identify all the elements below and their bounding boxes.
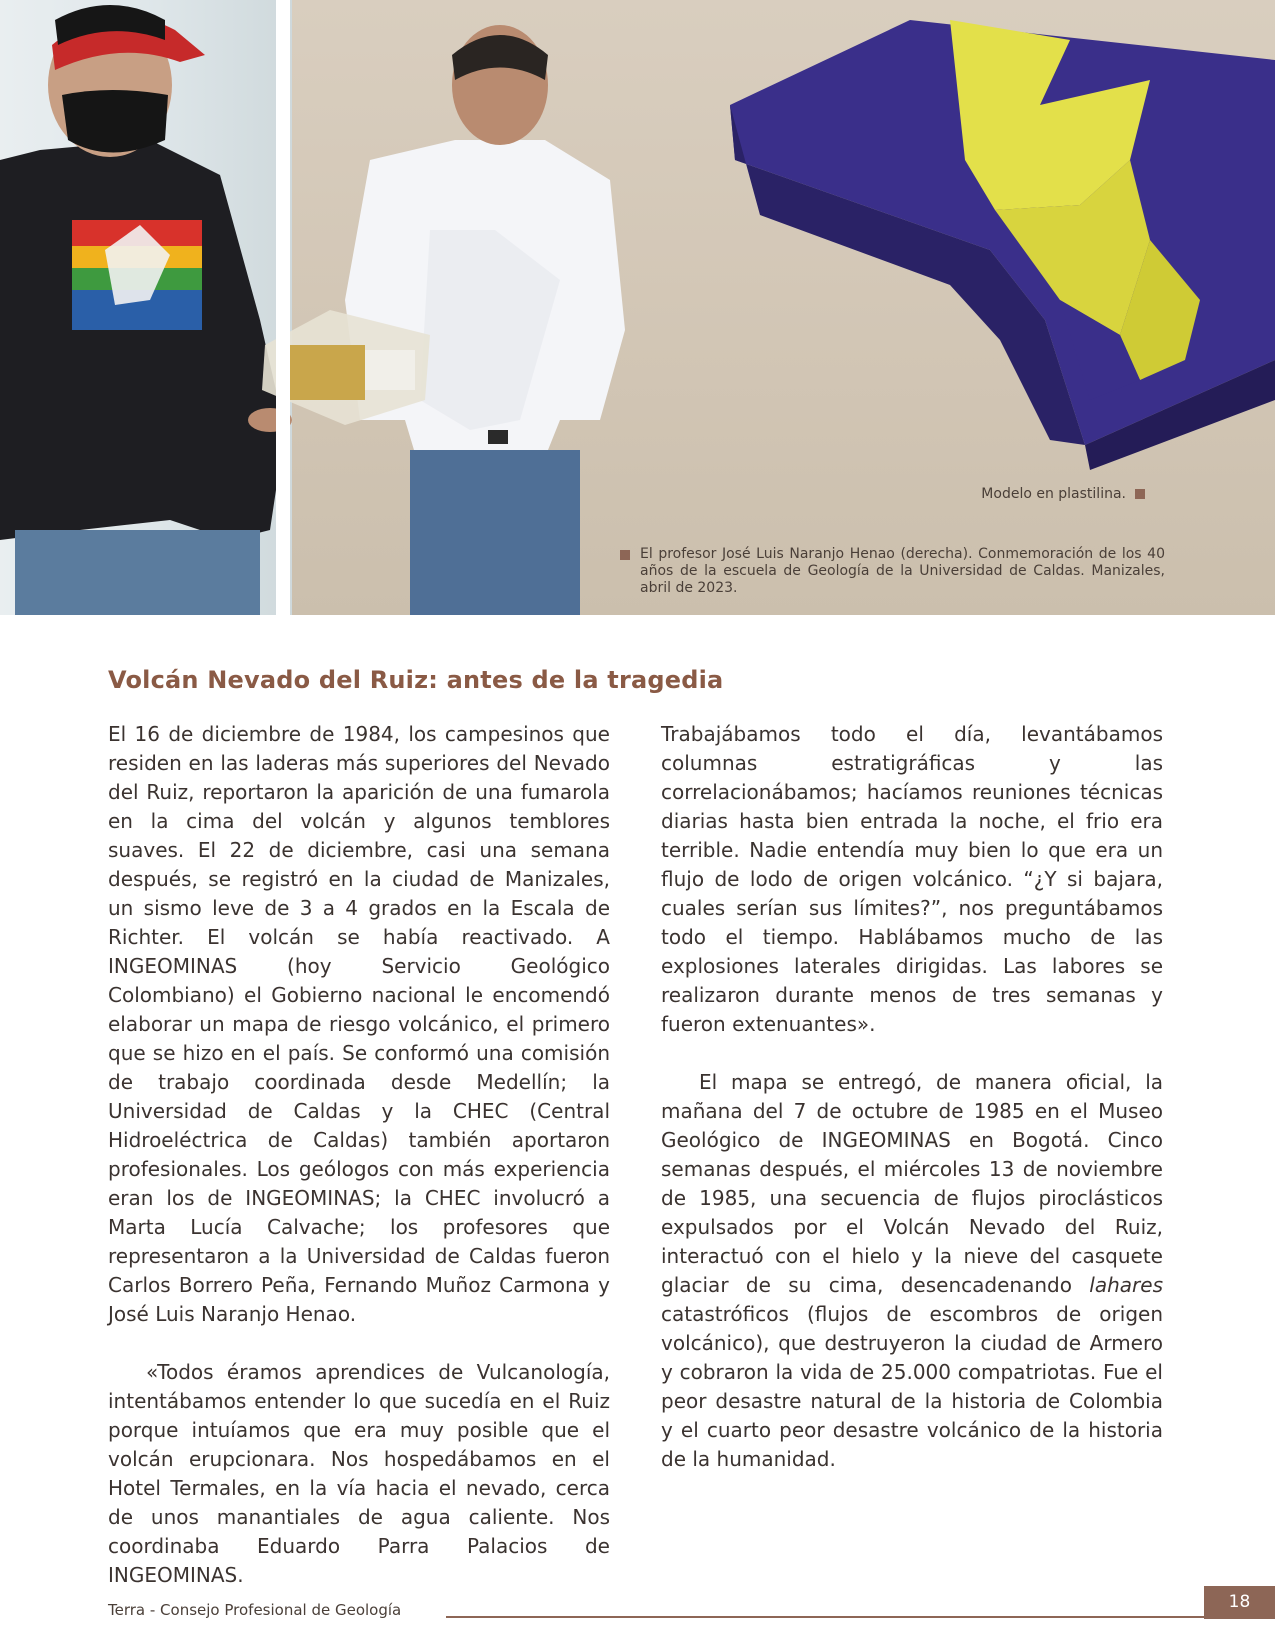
- paragraph: «Todos éramos aprendices de Vulcanología, intentábamos entender lo que sucedía en el Ruiz porque intuíamos que era muy posible que el volcán erupcionara. Nos hospedábamos en el Hotel Termales, en la vía hacia el nevado, cerca de unos manantiales de agua caliente. Nos coordinaba Eduardo Parra Palacios de INGEOMINAS.: [108, 1360, 610, 1587]
- paragraph-text: El mapa se entregó, de manera oficial, la mañana del 7 de octubre de 1985 en el Museo Geológico de INGEOMINAS en Bogotá. Cinco semanas después, el miércoles 13 de noviembre de 1985, una secuencia de flujos piroclásticos expulsados por el Volcán Nevado del Ruiz, interactuó con el hielo y la nieve del casquete glaciar de su cima, desencadenando: [661, 1070, 1163, 1297]
- article-column-left: [108, 720, 610, 1590]
- footer-divider: [446, 1616, 1206, 1618]
- article-column-right: [661, 720, 1163, 1474]
- caption-model-text: Modelo en plastilina.: [981, 486, 1126, 502]
- caption-photo-text: El profesor José Luis Naranjo Henao (derecha). Conmemoración de los 40 años de la escuela de Geología de la Universidad de Caldas. Manizales, abril de 2023.: [640, 546, 1165, 596]
- caption-photo: [640, 546, 1165, 597]
- paragraph: El 16 de diciembre de 1984, los campesinos que residen en las laderas más superiores del Nevado del Ruiz, reportaron la aparición de una fumarola en la cima del volcán y algunos temblores suaves. El 22 de diciembre, casi una semana después, se registró en la ciudad de Manizales, un sismo leve de 3 a 4 grados en la Escala de Richter. El volcán se había reactivado. A INGEOMINAS (hoy Servicio Geológico Colombiano) el Gobierno nacional le encomendó elaborar un mapa de riesgo volcánico, el primero que se hizo en el país. Se conformó una comisión de trabajo coordinada desde Medellín; la Universidad de Caldas y la CHEC (Central Hidroeléctrica de Caldas) también aportaron profesionales. Los geólogos con más experiencia eran los de INGEOMINAS; la CHEC involucró a Marta Lucía Calvache; los profesores que representaron a la Universidad de Caldas fueron Carlos Borrero Peña, Fernando Muñoz Carmona y José Luis Naranjo Henao.: [108, 722, 610, 1326]
- footer-publication: Terra - Consejo Profesional de Geología: [108, 1601, 402, 1619]
- page-number: 18: [1204, 1586, 1275, 1619]
- paragraph-text: catastróficos (flujos de escombros de origen volcánico), que destruyeron la ciudad de Armero y cobraron la vida de 25.000 compatriotas. Fue el peor desastre natural de la historia de Colombia y el cuarto peor desastre volcánico de la historia de la humanidad.: [661, 1302, 1163, 1471]
- caption-bullet-icon: [620, 550, 630, 560]
- photo-divider: [276, 0, 290, 615]
- section-title: Volcán Nevado del Ruiz: antes de la tragedia: [108, 666, 724, 694]
- paragraph: Trabajábamos todo el día, levantábamos columnas estratigráficas y las correlacionábamos; hacíamos reuniones técnicas diarias hasta bien entrada la noche, el frio era terrible. Nadie entendía muy bien lo que era un flujo de lodo de origen volcánico. “¿Y si bajara, cuales serían sus límites?”, nos preguntábamos todo el tiempo. Hablábamos mucho de las explosiones laterales dirigidas. Las labores se realizaron durante menos de tres semanas y fueron extenuantes».: [661, 722, 1163, 1036]
- header-banner: [0, 0, 1275, 615]
- person-left-figure: [0, 5, 285, 615]
- plasticine-model: [730, 20, 1275, 470]
- paragraph: [661, 1068, 1163, 1474]
- italic-term: lahares: [1089, 1273, 1163, 1297]
- banner-illustrations: [0, 0, 1275, 615]
- caption-bullet-icon: [1135, 489, 1145, 499]
- person-right-figure: [345, 25, 625, 615]
- caption-model: [981, 486, 1145, 502]
